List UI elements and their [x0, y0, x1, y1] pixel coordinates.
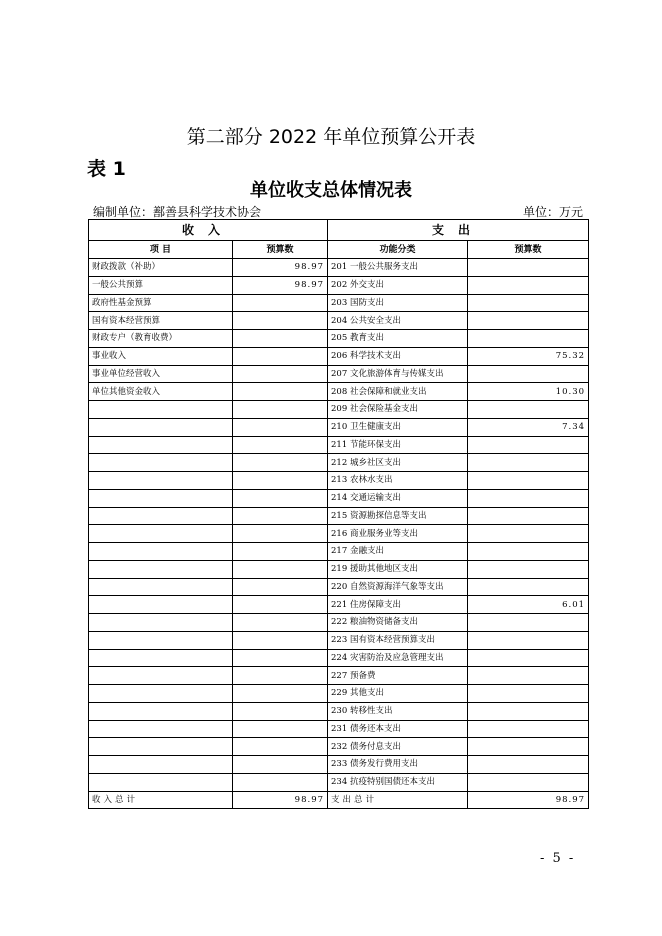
income-item: 事业收入	[89, 347, 233, 365]
document-title: 第二部分 2022 年单位预算公开表	[186, 126, 476, 148]
income-item: 单位其他资金收入	[89, 383, 233, 401]
income-budget	[233, 383, 328, 401]
table-row	[89, 489, 589, 507]
table-row	[89, 756, 589, 774]
unit-line	[93, 201, 583, 219]
expense-budget	[468, 578, 589, 596]
income-item: 一般公共预算	[89, 276, 233, 294]
income-item	[89, 418, 233, 436]
org-label: 编制单位：鄯善县科学技术协会	[93, 205, 262, 219]
income-item	[89, 507, 233, 525]
table-row	[89, 454, 589, 472]
income-item	[89, 489, 233, 507]
income-budget	[233, 773, 328, 791]
table-row	[89, 294, 589, 312]
income-item	[89, 578, 233, 596]
income-budget	[233, 685, 328, 703]
expense-budget	[468, 312, 589, 330]
expense-item: 213 农林水支出	[328, 472, 468, 490]
expense-item: 227 预备费	[328, 667, 468, 685]
income-budget	[233, 702, 328, 720]
expense-item: 233 债务发行费用支出	[328, 756, 468, 774]
table-row	[89, 347, 589, 365]
table-row	[89, 383, 589, 401]
income-budget	[233, 667, 328, 685]
expense-item: 222 粮油物资储备支出	[328, 614, 468, 632]
income-total-value: 98.97	[233, 791, 328, 809]
expense-budget	[468, 401, 589, 419]
page-number: - 5 -	[540, 851, 576, 866]
expense-budget: 10.30	[468, 383, 589, 401]
expense-item: 234 抗疫特别国债还本支出	[328, 773, 468, 791]
income-total-label: 收入总计	[89, 791, 233, 809]
table-row	[89, 685, 589, 703]
expense-group-header: 支出	[328, 220, 589, 241]
income-budget	[233, 614, 328, 632]
expense-item: 229 其他支出	[328, 685, 468, 703]
expense-budget	[468, 436, 589, 454]
table-row	[89, 401, 589, 419]
expense-item: 224 灾害防治及应急管理支出	[328, 649, 468, 667]
income-item	[89, 702, 233, 720]
table-row	[89, 596, 589, 614]
income-budget	[233, 401, 328, 419]
table-row	[89, 667, 589, 685]
expense-budget	[468, 454, 589, 472]
expense-item: 212 城乡社区支出	[328, 454, 468, 472]
budget-table	[88, 219, 589, 809]
income-item	[89, 454, 233, 472]
table-row	[89, 649, 589, 667]
table-row	[89, 631, 589, 649]
table-row	[89, 436, 589, 454]
expense-budget	[468, 738, 589, 756]
income-item	[89, 756, 233, 774]
income-item: 财政拨款（补助）	[89, 259, 233, 277]
function-class-header: 功能分类	[328, 241, 468, 259]
income-budget	[233, 472, 328, 490]
expense-budget	[468, 365, 589, 383]
expense-item: 207 文化旅游体育与传媒支出	[328, 365, 468, 383]
expense-budget	[468, 294, 589, 312]
table-row	[89, 330, 589, 348]
income-item	[89, 614, 233, 632]
expense-budget	[468, 667, 589, 685]
expense-budget	[468, 614, 589, 632]
income-budget	[233, 756, 328, 774]
income-item: 国有资本经营预算	[89, 312, 233, 330]
expense-item: 221 住房保障支出	[328, 596, 468, 614]
expense-budget	[468, 543, 589, 561]
table-subtitle: 单位收支总体情况表	[250, 180, 412, 201]
expense-budget: 6.01	[468, 596, 589, 614]
expense-item: 214 交通运输支出	[328, 489, 468, 507]
income-item: 政府性基金预算	[89, 294, 233, 312]
income-budget	[233, 454, 328, 472]
table-row	[89, 472, 589, 490]
expense-budget	[468, 330, 589, 348]
expense-budget	[468, 702, 589, 720]
income-budget	[233, 365, 328, 383]
expense-budget	[468, 649, 589, 667]
income-budget	[233, 436, 328, 454]
income-group-header: 收入	[89, 220, 328, 241]
expense-budget	[468, 259, 589, 277]
expense-item: 211 节能环保支出	[328, 436, 468, 454]
budget-header-2: 预算数	[468, 241, 589, 259]
expense-budget	[468, 631, 589, 649]
table-row	[89, 702, 589, 720]
expense-item: 204 公共安全支出	[328, 312, 468, 330]
income-budget	[233, 418, 328, 436]
income-item	[89, 631, 233, 649]
income-budget	[233, 649, 328, 667]
expense-item: 201 一般公共服务支出	[328, 259, 468, 277]
income-item	[89, 596, 233, 614]
income-budget: 98.97	[233, 276, 328, 294]
income-item	[89, 543, 233, 561]
table-row	[89, 259, 589, 277]
income-item: 事业单位经营收入	[89, 365, 233, 383]
expense-item: 206 科学技术支出	[328, 347, 468, 365]
expense-item: 202 外交支出	[328, 276, 468, 294]
table-row	[89, 560, 589, 578]
expense-item: 223 国有资本经营预算支出	[328, 631, 468, 649]
income-budget	[233, 489, 328, 507]
expense-total-label: 支出总计	[328, 791, 468, 809]
income-item: 财政专户（教育收费）	[89, 330, 233, 348]
income-budget	[233, 720, 328, 738]
expense-budget: 7.34	[468, 418, 589, 436]
table-row	[89, 507, 589, 525]
income-budget	[233, 347, 328, 365]
income-budget	[233, 525, 328, 543]
expense-budget	[468, 489, 589, 507]
expense-item: 230 转移性支出	[328, 702, 468, 720]
income-item	[89, 649, 233, 667]
total-row	[89, 791, 589, 809]
table-row	[89, 578, 589, 596]
income-item	[89, 773, 233, 791]
expense-item: 217 金融支出	[328, 543, 468, 561]
income-budget	[233, 738, 328, 756]
table-row	[89, 418, 589, 436]
expense-budget	[468, 507, 589, 525]
income-budget	[233, 330, 328, 348]
table-row	[89, 525, 589, 543]
income-item	[89, 720, 233, 738]
table-row	[89, 614, 589, 632]
expense-item: 205 教育支出	[328, 330, 468, 348]
expense-item: 219 援助其他地区支出	[328, 560, 468, 578]
income-item	[89, 401, 233, 419]
expense-budget	[468, 720, 589, 738]
income-item	[89, 738, 233, 756]
table-row	[89, 773, 589, 791]
unit-label: 单位：万元	[522, 205, 583, 219]
expense-budget	[468, 756, 589, 774]
income-budget	[233, 543, 328, 561]
table-number: 表 1	[87, 158, 126, 180]
expense-item: 203 国防支出	[328, 294, 468, 312]
income-budget	[233, 294, 328, 312]
income-budget	[233, 578, 328, 596]
income-budget	[233, 312, 328, 330]
expense-item: 215 资源勘探信息等支出	[328, 507, 468, 525]
income-item	[89, 560, 233, 578]
expense-budget	[468, 685, 589, 703]
income-item	[89, 525, 233, 543]
income-budget	[233, 560, 328, 578]
income-item	[89, 436, 233, 454]
expense-item: 220 自然资源海洋气象等支出	[328, 578, 468, 596]
expense-item: 210 卫生健康支出	[328, 418, 468, 436]
expense-budget	[468, 472, 589, 490]
item-header: 项 目	[89, 241, 233, 259]
income-budget	[233, 631, 328, 649]
expense-item: 232 债务付息支出	[328, 738, 468, 756]
expense-budget	[468, 276, 589, 294]
income-budget: 98.97	[233, 259, 328, 277]
table-row	[89, 543, 589, 561]
table-row	[89, 312, 589, 330]
expense-item: 216 商业服务业等支出	[328, 525, 468, 543]
table-row	[89, 738, 589, 756]
budget-header: 预算数	[233, 241, 328, 259]
expense-budget	[468, 773, 589, 791]
table-body	[89, 259, 589, 792]
table-row	[89, 365, 589, 383]
income-item	[89, 472, 233, 490]
table-row	[89, 720, 589, 738]
expense-budget: 75.32	[468, 347, 589, 365]
table-row	[89, 276, 589, 294]
income-budget	[233, 596, 328, 614]
expense-budget	[468, 525, 589, 543]
expense-item: 209 社会保险基金支出	[328, 401, 468, 419]
income-item	[89, 667, 233, 685]
expense-item: 231 债务还本支出	[328, 720, 468, 738]
expense-item: 208 社会保障和就业支出	[328, 383, 468, 401]
income-budget	[233, 507, 328, 525]
income-item	[89, 685, 233, 703]
expense-budget	[468, 560, 589, 578]
expense-total-value: 98.97	[468, 791, 589, 809]
